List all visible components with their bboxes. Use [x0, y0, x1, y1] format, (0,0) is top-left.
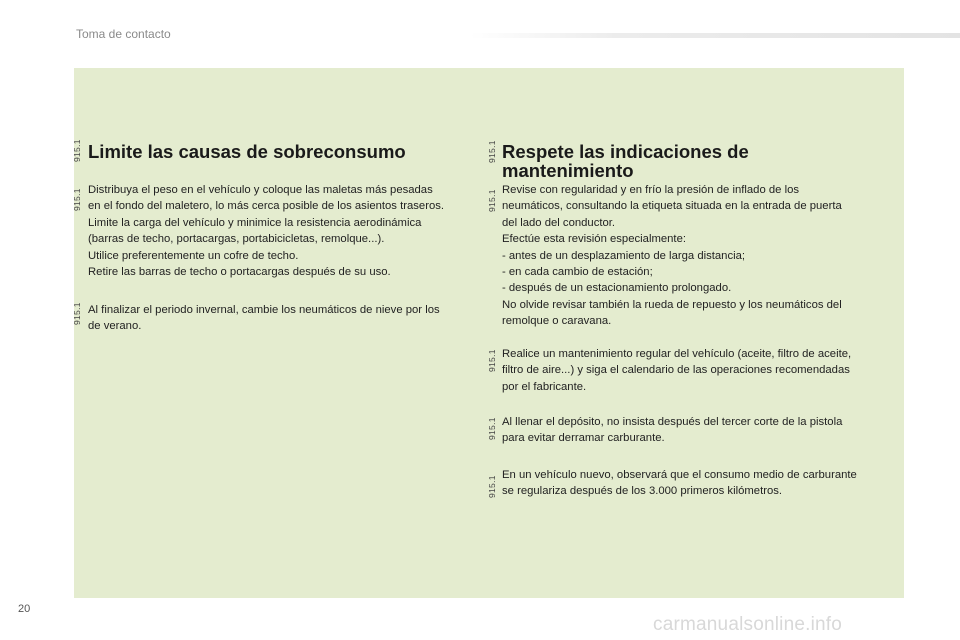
left-paragraph-1: Distribuya el peso en el vehículo y coloque las maletas más pesadas en el fondo del maletero, lo más cerca posible de los asientos traseros. Limite la carga del vehículo y minimice la resistencia aerodinámica (barras de techo, portacargas, portabicicletas, remolque...). Utilice preferentemente un cofre de techo. Retire las barras de techo o portacargas después de su uso.	[88, 184, 445, 279]
page-number: 20	[18, 603, 31, 615]
reference-code: 915.1	[487, 417, 497, 440]
reference-code: 915.1	[72, 302, 82, 325]
right-paragraph-1: Revise con regularidad y en frío la presión de inflado de los neumáticos, consultando la etiqueta situada en la entrada de puerta del lado del conductor. Efectúe esta revisión especialmente: - antes de un desplazamiento de larga distancia; - en cada cambio de estación; - después de un estacionamiento prolongado. No olvide revisar también la rueda de repuesto y los neumáticos del remolque o caravana.	[502, 184, 842, 328]
reference-code: 915.1	[487, 140, 497, 163]
right-paragraph-4: En un vehículo nuevo, observará que el consumo medio de carburante se regulariza después de los 3.000 primeros kilómetros.	[502, 469, 857, 498]
watermark: carmanualsonline.info	[653, 614, 843, 635]
section-title: Toma de contacto	[76, 27, 171, 41]
right-paragraph-3: Al llenar el depósito, no insista después del tercer corte de la pistola para evitar derramar carburante.	[502, 416, 843, 445]
reference-code: 915.1	[487, 349, 497, 372]
header-bar	[470, 33, 960, 38]
right-paragraph-2: Realice un mantenimiento regular del vehículo (aceite, filtro de aceite, filtro de aire...) y siga el calendario de las operaciones recomendadas por el fabricante.	[502, 348, 852, 393]
reference-code: 915.1	[72, 139, 82, 162]
reference-code: 915.1	[487, 189, 497, 212]
left-heading: Limite las causas de sobreconsumo	[88, 141, 406, 162]
left-paragraph-2: Al finalizar el periodo invernal, cambie los neumáticos de nieve por los de verano.	[88, 304, 440, 333]
reference-code: 915.1	[487, 475, 497, 498]
right-heading-line-1: Respete las indicaciones de	[502, 141, 749, 162]
reference-code: 915.1	[72, 188, 82, 211]
right-heading-line-2: mantenimiento	[502, 160, 634, 181]
